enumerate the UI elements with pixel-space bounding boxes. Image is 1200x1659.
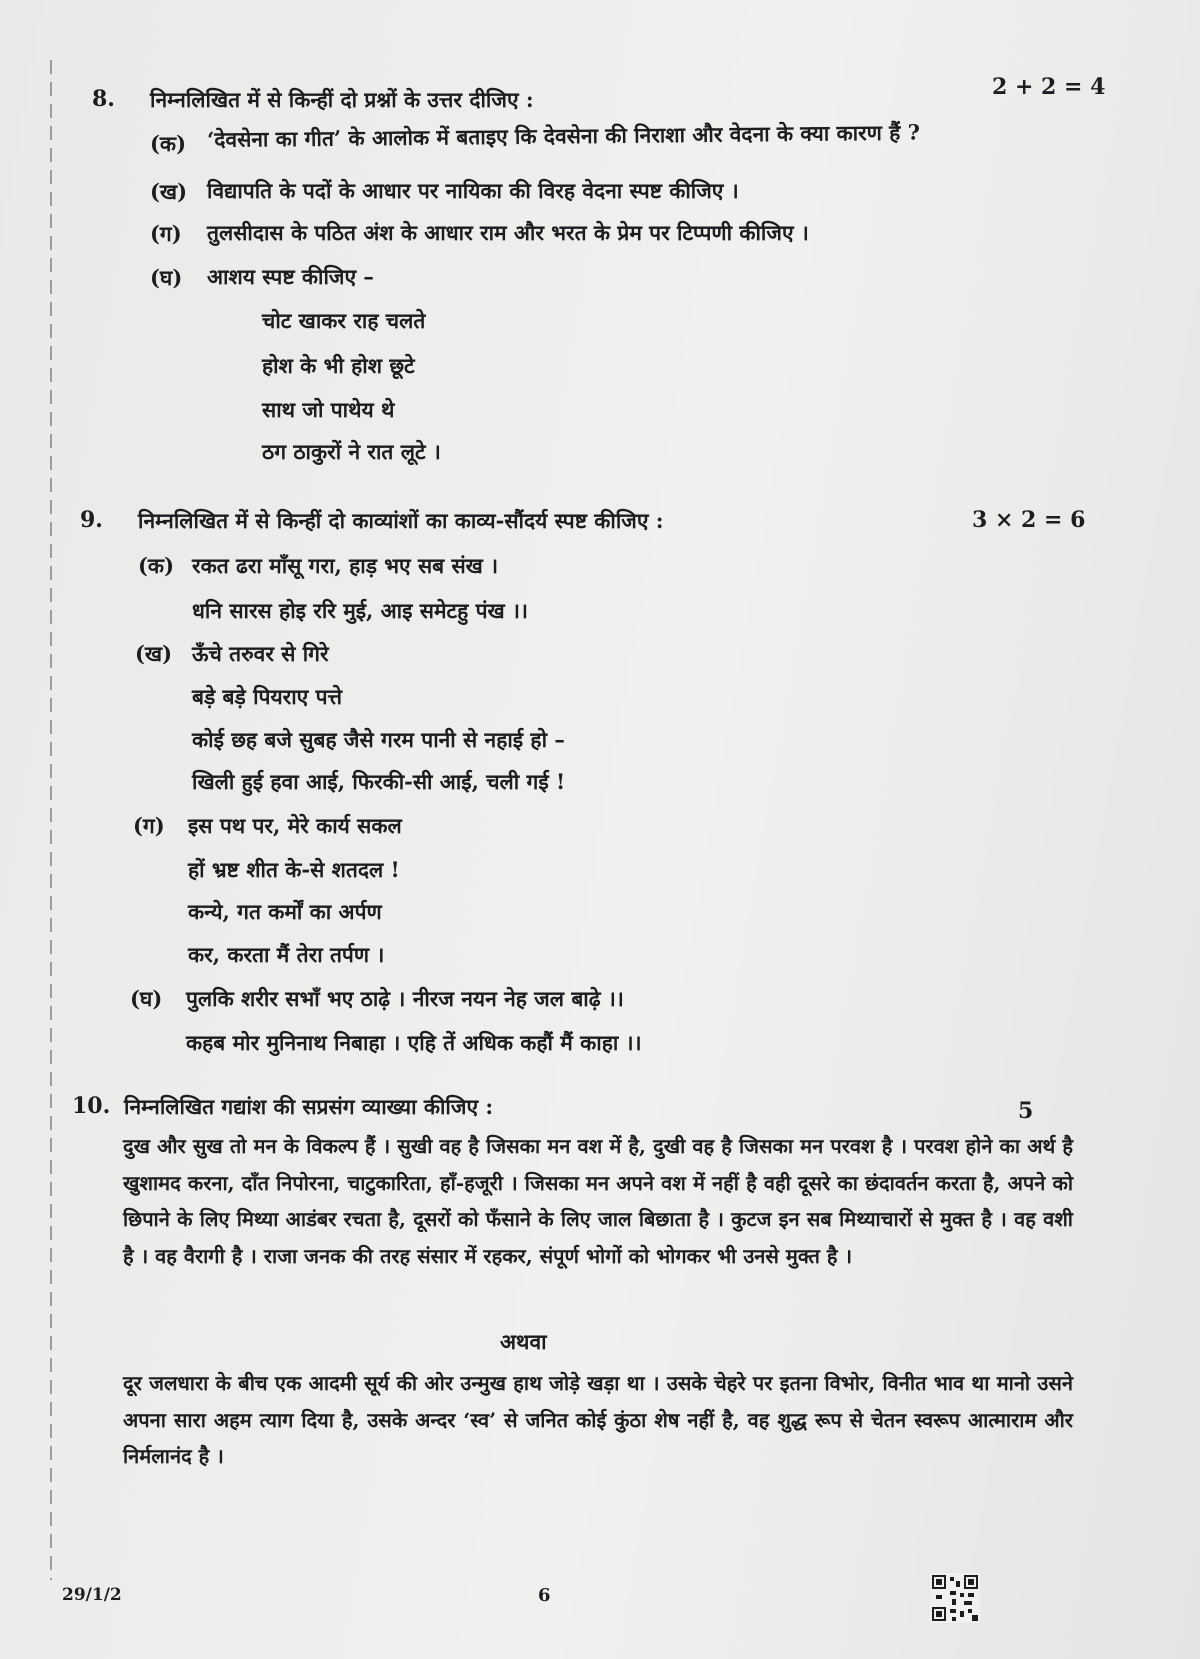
q8-option-kha-text: विद्यापति के पदों के आधार पर नायिका की विरह वेदना स्पष्ट कीजिए । — [207, 178, 739, 203]
q10-heading: निम्नलिखित गद्यांश की सप्रसंग व्याख्या कीजिए : — [124, 1094, 494, 1119]
q9-option-kha-line: कोई छह बजे सुबह जैसे गरम पानी से नहाई हो – — [192, 727, 565, 752]
q9-option-gha-label: (घ) — [130, 986, 163, 1011]
q8-option-ka-text: ‘देवसेना का गीत’ के आलोक में बताइए कि देवसेना की निराशा और वेदना के क्या कारण हैं ? — [206, 119, 921, 152]
q8-verse-line: ठग ठाकुरों ने रात लूटे । — [262, 439, 441, 464]
q8-verse-line: साथ जो पाथेय थे — [262, 397, 395, 422]
q9-number: 9. — [80, 507, 103, 533]
q8-option-gha-label: (घ) — [150, 265, 183, 290]
q8-option-ga-label: (ग) — [150, 221, 182, 246]
q8-option-ka-label: (क) — [150, 131, 186, 156]
q9-option-kha-line: खिली हुई हवा आई, फिरकी-सी आई, चली गई ! — [192, 769, 566, 794]
q8-option-gha-text: आशय स्पष्ट कीजिए – — [207, 264, 374, 289]
q8-number: 8. — [92, 86, 115, 112]
q9-option-gha-line: पुलकि शरीर सभाँ भए ठाढ़े । नीरज नयन नेह जल बाढ़े ।। — [186, 986, 624, 1011]
q9-option-ka-line: धनि सारस होइ ररि मुई, आइ समेटहु पंख ।। — [192, 598, 528, 623]
q8-marks: 2 + 2 = 4 — [992, 74, 1106, 100]
q8-verse-line: चोट खाकर राह चलते — [262, 308, 426, 333]
q8-verse-line: होश के भी होश छूटे — [262, 353, 415, 378]
q8-heading: निम्नलिखित में से किन्हीं दो प्रश्नों के उत्तर दीजिए : — [150, 87, 534, 112]
q9-option-ga-line: कन्ये, गत कर्मों का अर्पण — [188, 899, 382, 924]
q9-option-ka-line: रकत ढरा माँसू गरा, हाड़ भए सब संख । — [192, 553, 499, 578]
qr-code-icon — [930, 1573, 980, 1623]
footer-paper-code: 29/1/2 — [62, 1585, 122, 1605]
q10-passage-2: दूर जलधारा के बीच एक आदमी सूर्य की ओर उन्मुख हाथ जोड़े खड़ा था । उसके चेहरे पर इतना विभोर, विनीत भाव था मानो उसने अपना सारा अहम त्याग दिया है, उसके अन्दर ‘स्व’ से जनित कोई कुंठा शेष नहीं है, वह शुद्ध रूप से चेतन स्वरूप आत्माराम और निर्मलानंद है । — [123, 1371, 1073, 1468]
q9-option-ga-line: इस पथ पर, मेरे कार्य सकल — [188, 813, 402, 838]
page-border-line — [50, 60, 52, 1580]
q10-number: 10. — [72, 1093, 111, 1119]
q9-option-kha-line: ऊँचे तरुवर से गिरे — [192, 641, 329, 666]
q9-option-ka-label: (क) — [138, 553, 174, 578]
q10-or-label: अथवा — [500, 1329, 547, 1354]
q8-option-ga-text: तुलसीदास के पठित अंश के आधार राम और भरत के प्रेम पर टिप्पणी कीजिए । — [207, 220, 809, 245]
q9-heading: निम्नलिखित में से किन्हीं दो काव्यांशों का काव्य-सौंदर्य स्पष्ट कीजिए : — [138, 508, 664, 533]
q9-option-ga-line: हों भ्रष्ट शीत के-से शतदल ! — [188, 857, 400, 882]
q9-option-ga-label: (ग) — [133, 813, 165, 838]
q9-option-kha-line: बड़े बड़े पियराए पत्ते — [192, 684, 343, 709]
q9-option-kha-label: (ख) — [135, 641, 173, 666]
q10-passage-1: दुख और सुख तो मन के विकल्प हैं । सुखी वह है जिसका मन वश में है, दुखी वह है जिसका मन परवश है । परवश होने का अर्थ है खुशामद करना, दाँत निपोरना, चाटुकारिता, हाँ-हजूरी । जिसका मन अपने वश में नहीं है वही दूसरे का छंदावर्तन करता है, अपने को छिपाने के लिए मिथ्या आडंबर रचता है, दूसरों को फँसाने के लिए जाल बिछाता है । कुटज इन सब मिथ्याचारों से मुक्त है । वह वशी है । वह वैरागी है । राजा जनक की तरह संसार में रहकर, संपूर्ण भोगों को भोगकर भी उनसे मुक्त है । — [123, 1134, 1073, 1268]
q9-marks: 3 × 2 = 6 — [972, 507, 1086, 533]
q9-option-ga-line: कर, करता मैं तेरा तर्पण । — [188, 942, 385, 967]
footer-page-number: 6 — [538, 1585, 551, 1606]
q9-option-gha-line: कहब मोर मुनिनाथ निबाहा । एहि तें अधिक कहौं मैं काहा ।। — [186, 1030, 642, 1055]
q8-option-kha-label: (ख) — [150, 179, 188, 204]
q10-marks: 5 — [1018, 1098, 1034, 1124]
